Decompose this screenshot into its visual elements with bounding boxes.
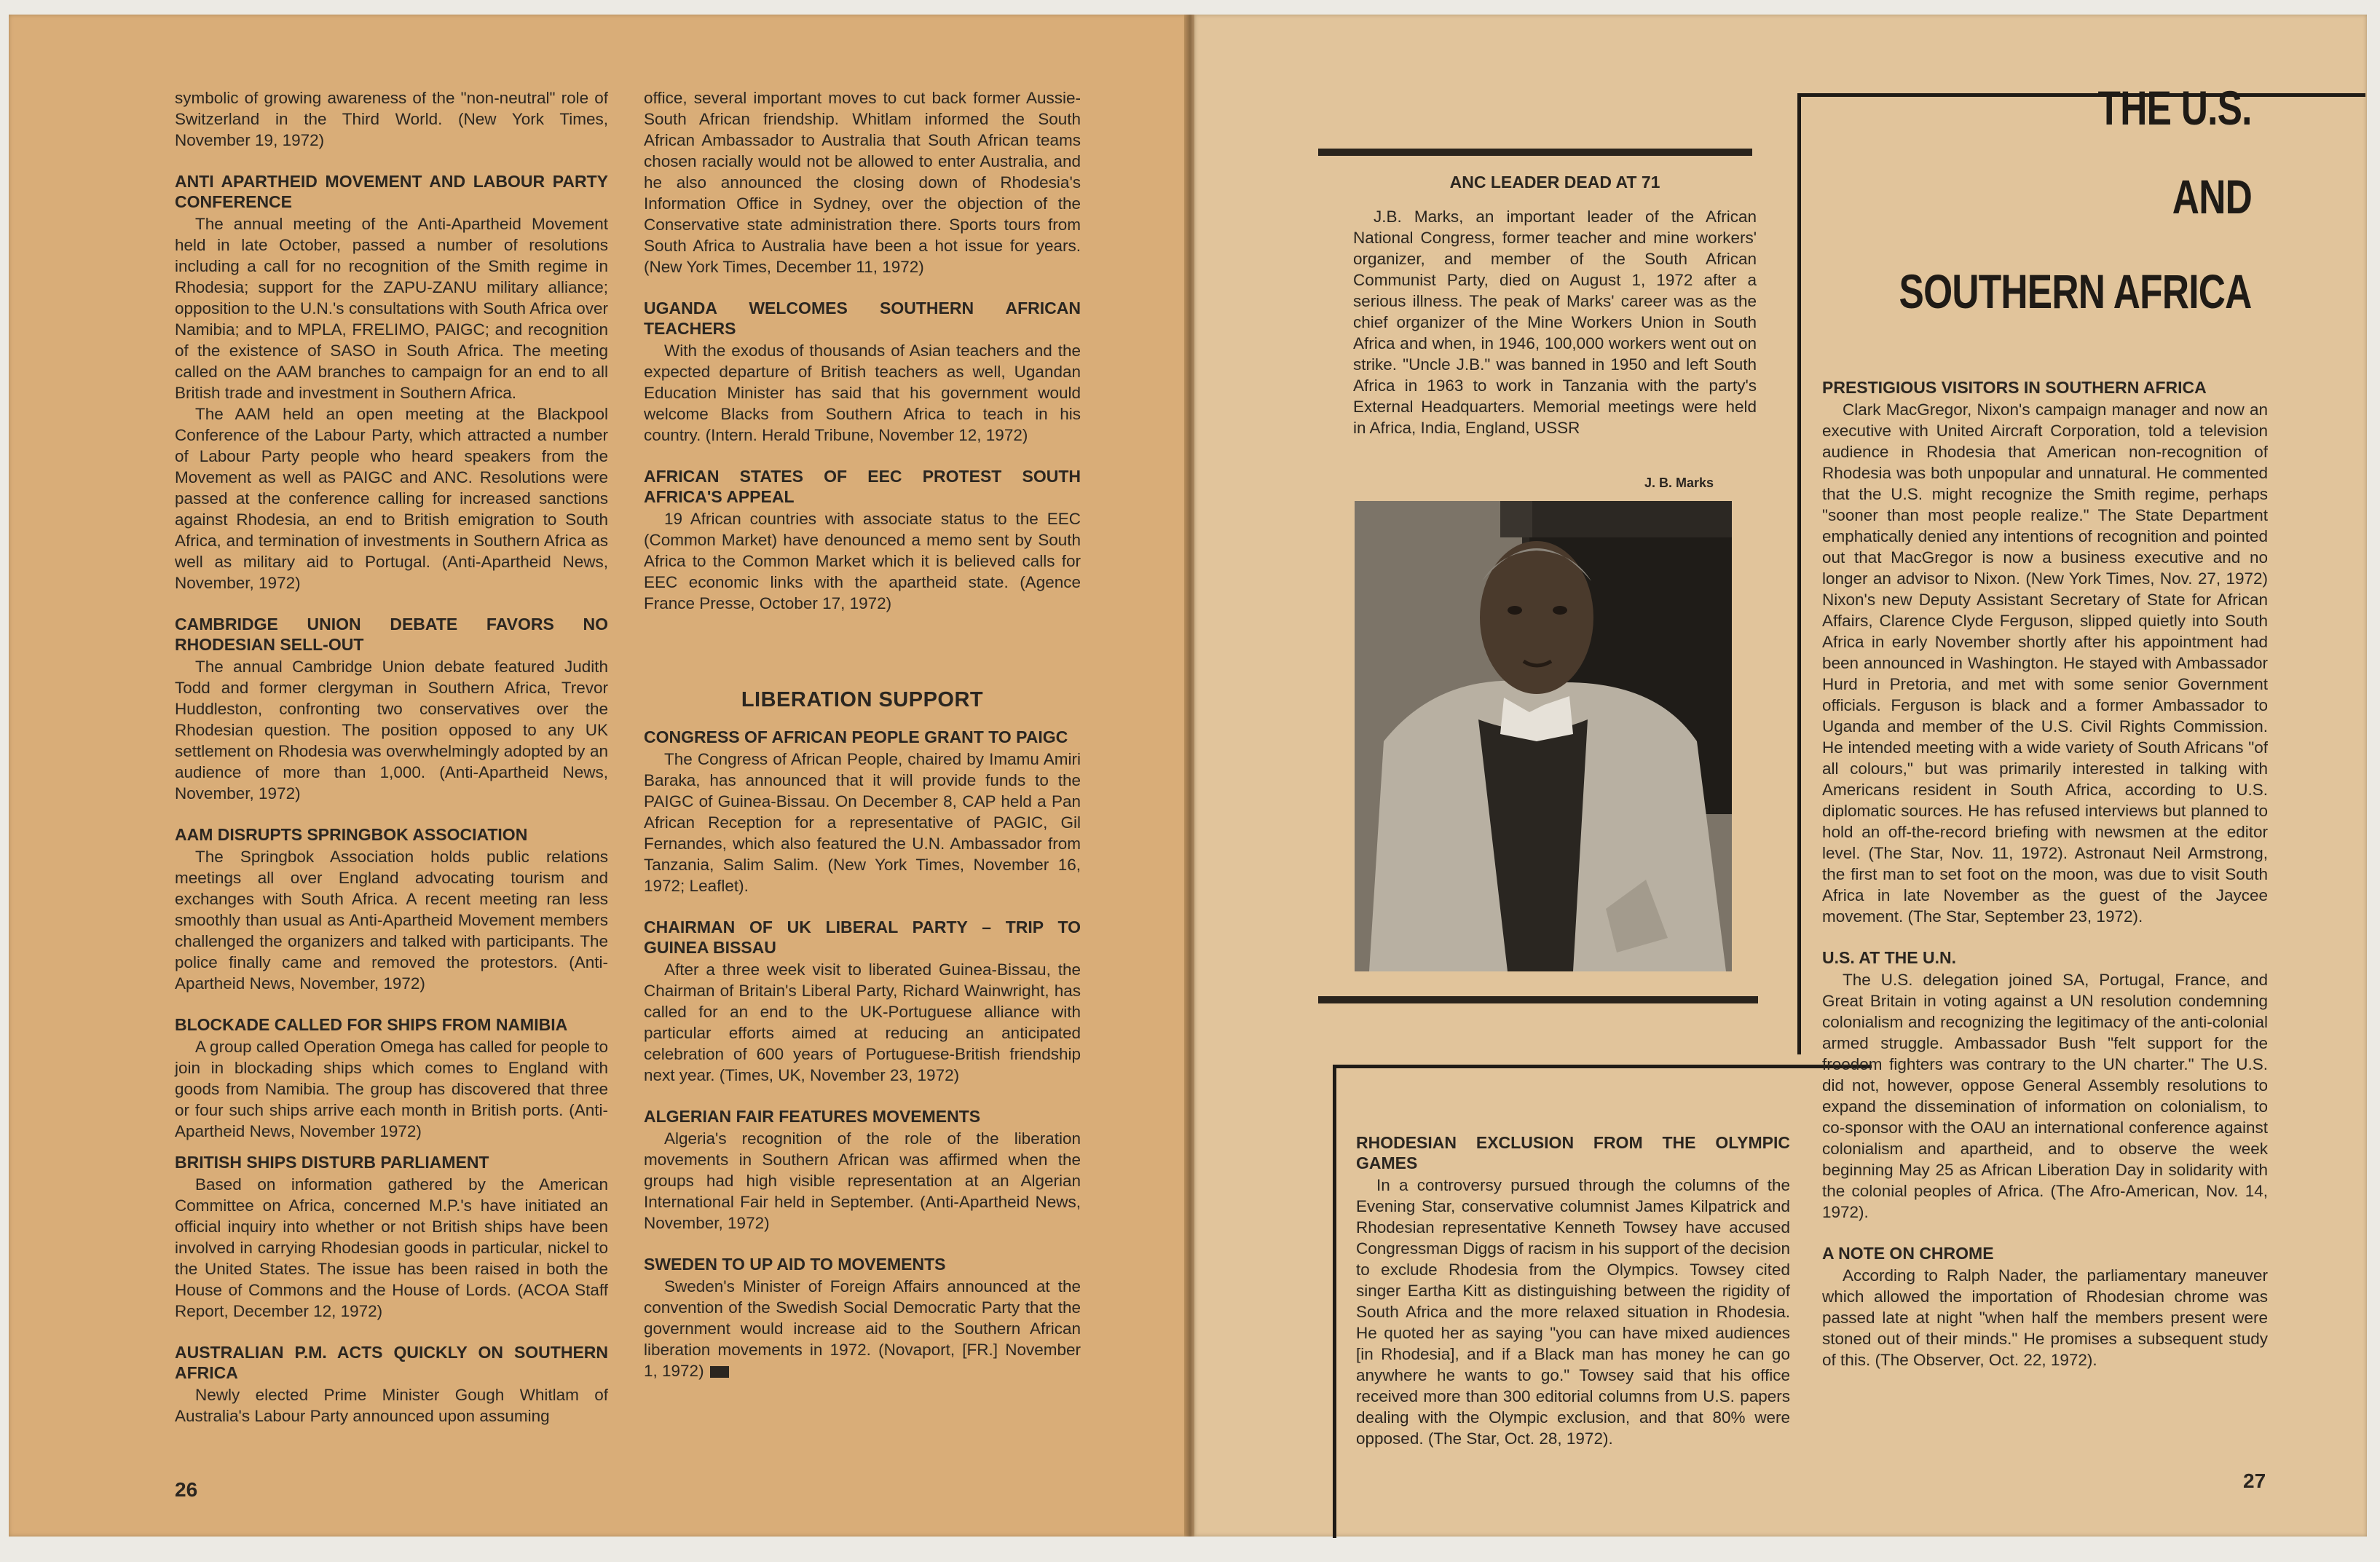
col1-intro: symbolic of growing awareness of the "non-neutral" role of Switzerland in the Third World. (New York Times, November 19, 1972)	[175, 89, 608, 149]
article-paragraph: After a three week visit to liberated Guinea-Bissau, the Chairman of Britain's Liberal Party, Richard Wainwright, has called for an end to the UK-Portuguese alliance with particular efforts aimed at reducing an anticipated celebration of 600 years of Portuguese-British friendship next year. (Times, UK, November 23, 1972)	[644, 961, 1081, 1084]
anc-heading: ANC LEADER DEAD AT 71	[1449, 173, 1660, 192]
article-paragraph: The annual Cambridge Union debate featured Judith Todd and former clergyman in Southern Africa, Trevor Huddleston, confronting two conservatives over the Rhodesian question. The position opposed to any UK settlement on Rhodesia was overwhelmingly adopted by an audience of more than 1,000. (Anti-Apartheid News, November, 1972)	[175, 658, 608, 802]
article-paragraph: The AAM held an open meeting at the Blackpool Conference of the Labour Party, which attracted a number of Labour Party people who heard speakers from the Movement as well as PAIGC and ANC. Resolutions were passed at the conference calling for increased sanctions against Rhodesia, an end to British emigration to South Africa, and termination of investments in Southern Africa as well as military aid to Portugal. (Anti-Apartheid News, November, 1972)	[175, 405, 608, 592]
article-heading: U.S. AT THE U.N.	[1822, 948, 1956, 967]
article-paragraph: Clark MacGregor, Nixon's campaign manager and now an executive with United Aircraft Corporation, told a television audience in Rhodesia that American non-recognition of Rhodesia was both unpopular and unnatural. He commented that the U.S. might recognize the Smith regime, perhaps "sooner than most people realize." The State Department emphatically denied any intentions of recognition and pointed out that MacGregor is now a business executive and no longer an advisor to Nixon. (New York Times, Nov. 27, 1972) Nixon's new Deputy Assistant Secretary of State for African Affairs, Clarence Clyde Ferguson, slipped quietly into South Africa in early November shortly after his appointment had been announced in Washington. He stayed with Ambassador Hurd in Pretoria, and met with some senior Government officials. Ferguson is black and a former Ambassador to Uganda and member of the U.S. Civil Rights Commission. He intended meeting with a wide variety of South Africans "of all colours," but was primarily interested in talking with Americans resident in South Africa, according to U.S. diplomatic sources. He has refused interviews but planned to hold an off-the-record briefing with newsmen at the editor level. (The Star, Nov. 11, 1972). Astronaut Neil Armstrong, the first man to set foot on the moon, was due to visit South Africa in late November as the guest of the Jaycee movement. (The Star, September 23, 1972).	[1822, 401, 2268, 926]
article-heading: AUSTRALIAN P.M. ACTS QUICKLY ON SOUTHERN AFRICA	[175, 1343, 608, 1382]
article-paragraph-text: Sweden's Minister of Foreign Affairs announced at the convention of the Swedish Social Democratic Party that the government would increase aid to the Southern African liberation movements in 1972. (Novaport, [FR.] November 1, 1972)	[644, 1277, 1081, 1380]
article-paragraph: The Congress of African People, chaired by Imamu Amiri Baraka, has announced that it will provide funds to the PAIGC of Guinea-Bissau. On December 8, CAP held a Pan African Reception for a representative of PAGIC, Gil Fernandes, which also featured the U.N. Ambassador from Tanzania, Salim Salim. (New York Times, November 16, 1972; Leaflet).	[644, 750, 1081, 895]
portrait-illustration	[1355, 501, 1732, 971]
left-column-2	[644, 87, 1081, 1381]
title-line-3: SOUTHERN AFRICA	[1899, 264, 2252, 318]
right-column	[1822, 377, 2268, 1370]
anc-body: J.B. Marks, an important leader of the African National Congress, former teacher and mine workers' organizer, and member of the South African Communist Party, died on August 1, 1972 after a serious illness. The peak of Marks' career was as the chief organizer of the Mine Workers Union in South Africa and when, in 1946, 100,000 workers went out on strike. "Uncle J.B." was banned in 1950 and left South Africa in 1963 to work in Tanzania with the party's External Headquarters. Memorial meetings were held in Africa, India, England, USSR	[1353, 208, 1757, 437]
title-line-2: AND	[2172, 170, 2252, 224]
article-heading: ALGERIAN FAIR FEATURES MOVEMENTS	[644, 1107, 981, 1126]
article-heading: UGANDA WELCOMES SOUTHERN AFRICAN TEACHERS	[644, 299, 1081, 338]
article-heading: BRITISH SHIPS DISTURB PARLIAMENT	[175, 1153, 489, 1172]
anc-article	[1353, 172, 1757, 438]
portrait-photo	[1355, 501, 1732, 971]
rhodesia-article	[1356, 1132, 1790, 1449]
page-number-right: 27	[2243, 1470, 2266, 1492]
article-heading: SWEDEN TO UP AID TO MOVEMENTS	[644, 1255, 946, 1274]
rhodesia-body: In a controversy pursued through the columns of the Evening Star, conservative columnist James Kilpatrick and Rhodesian representative Kenneth Towsey have accused Congressman Diggs of racism in his support of the decision to exclude Rhodesia from the Olympics. Towsey cited singer Eartha Kitt as distinguishing between the rigidity of South Africa and the more relaxed situation in Rhodesia. He quoted her as saying "you can have mixed audiences [in Rhodesia], and if a Black man has money he can go anywhere he wants to go." Towsey said that his office received more than 300 editorial columns from U.S. papers dealing with the Olympic exclusion, and that 80% were opposed. (The Star, Oct. 28, 1972).	[1356, 1176, 1790, 1448]
anc-top-rule	[1318, 149, 1752, 156]
photo-caption: J. B. Marks	[1644, 476, 1714, 490]
left-column-1	[175, 87, 608, 1427]
article-heading: CAMBRIDGE UNION DEBATE FAVORS NO RHODESIAN SELL-OUT	[175, 615, 608, 654]
article-heading: CONGRESS OF AFRICAN PEOPLE GRANT TO PAIGC	[644, 727, 1068, 746]
anc-bottom-rule	[1318, 996, 1758, 1003]
article-paragraph	[644, 1276, 1081, 1381]
col2-intro: office, several important moves to cut back former Aussie-South African friendship. Whitlam informed the South African Ambassador to Australia that South African teams chosen racially would not be allowed to enter Australia, and he also announced the closing down of Rhodesia's Information Office in Sydney, over the objection of the Conservative state administration there. Sports tours from South Africa to Australia have been a hot issue for years. (New York Times, December 11, 1972)	[644, 89, 1081, 276]
article-paragraph: According to Ralph Nader, the parliamentary maneuver which allowed the importation of Rhodesian chrome was passed late at night "when half the members present were stoned out of their minds." He promises a subsequent study of this. (The Observer, Oct. 22, 1972).	[1822, 1266, 2268, 1369]
section-heading: LIBERATION SUPPORT	[741, 688, 984, 711]
article-heading: ANTI APARTHEID MOVEMENT AND LABOUR PARTY CONFERENCE	[175, 172, 608, 211]
article-paragraph: The Springbok Association holds public relations meetings all over England advocating tourism and exchanges with South Africa. A recent meeting ran less smoothly than usual as Anti-Apartheid Movement members challenged the organizers and talked with participants. The police finally came and removed the protestors. (Anti-Apartheid News, November, 1972)	[175, 848, 608, 993]
article-paragraph: 19 African countries with associate status to the EEC (Common Market) have denounced a memo sent by South Africa to the Common Market which it is believed calls for EEC economic links with the apartheid state. (Agence France Presse, October 17, 1972)	[644, 510, 1081, 612]
article-heading: CHAIRMAN OF UK LIBERAL PARTY – TRIP TO GUINEA BISSAU	[644, 918, 1081, 957]
article-heading: PRESTIGIOUS VISITORS IN SOUTHERN AFRICA	[1822, 378, 2207, 397]
article-heading: AAM DISRUPTS SPRINGBOK ASSOCIATION	[175, 825, 528, 844]
article-heading: A NOTE ON CHROME	[1822, 1244, 1994, 1263]
article-paragraph: The annual meeting of the Anti-Apartheid Movement held in late October, passed a number of resolutions including a call for no recognition of the Smith regime in Rhodesia; support for the ZAPU-ZANU military alliance; opposition to the U.N.'s consultations with South Africa over Namibia; and to MPLA, FRELIMO, PAIGC; and recognition of the existence of SASO in South Africa. The meeting called on the AAM branches to campaign for an end to all British trade and investment in Southern Africa.	[175, 215, 608, 402]
article-paragraph: Algeria's recognition of the role of the liberation movements in Southern African was affirmed when the groups had high visible representation at an Algerian International Fair held in September. (Anti-Apartheid News, November, 1972)	[644, 1129, 1081, 1232]
title-line-1: THE U.S.	[2097, 81, 2252, 135]
page-number-left: 26	[175, 1478, 198, 1501]
rhodesia-heading: RHODESIAN EXCLUSION FROM THE OLYMPIC GAMES	[1356, 1133, 1790, 1172]
article-paragraph: A group called Operation Omega has called for people to join in blockading ships which comes to England with goods from Namibia. The group has discovered that three or four such ships arrive each month in British ports. (Anti-Apartheid News, November 1972)	[175, 1038, 608, 1140]
article-paragraph: With the exodus of thousands of Asian teachers and the expected departure of British teachers as well, Ugandan Education Minister has said that his government would welcome Blacks from Southern Africa to teach in his country. (Intern. Herald Tribune, November 12, 1972)	[644, 342, 1081, 444]
article-paragraph: Based on information gathered by the American Committee on Africa, concerned M.P.'s have initiated an official inquiry into whether or not British ships have been involved in carrying Rhodesian goods in particular, nickel to the United States. The issue has been raised in both the House of Commons and the House of Lords. (ACOA Staff Report, December 12, 1972)	[175, 1175, 608, 1320]
article-heading: BLOCKADE CALLED FOR SHIPS FROM NAMIBIA	[175, 1015, 568, 1034]
article-paragraph: Newly elected Prime Minister Gough Whitlam of Australia's Labour Party announced upon assuming	[175, 1386, 608, 1425]
end-of-article-mark	[710, 1366, 729, 1378]
article-heading: AFRICAN STATES OF EEC PROTEST SOUTH AFRICA'S APPEAL	[644, 467, 1081, 506]
article-paragraph: The U.S. delegation joined SA, Portugal, France, and Great Britain in voting against a UN resolution condemning colonialism and recognizing the legitimacy of the anti-colonial armed struggle. Ambassador Bush "felt support for the freedom fighters was contrary to the UN charter." The U.S. did not, however, oppose General Assembly resolutions to expand the dissemination of information on colonialism, to co-sponsor with the OAU an international conference against colonialism and apartheid, and to observe the week beginning May 25 as African Liberation Day in solidarity with the colonial peoples of Africa. (The Afro-American, Nov. 14, 1972).	[1822, 971, 2268, 1221]
